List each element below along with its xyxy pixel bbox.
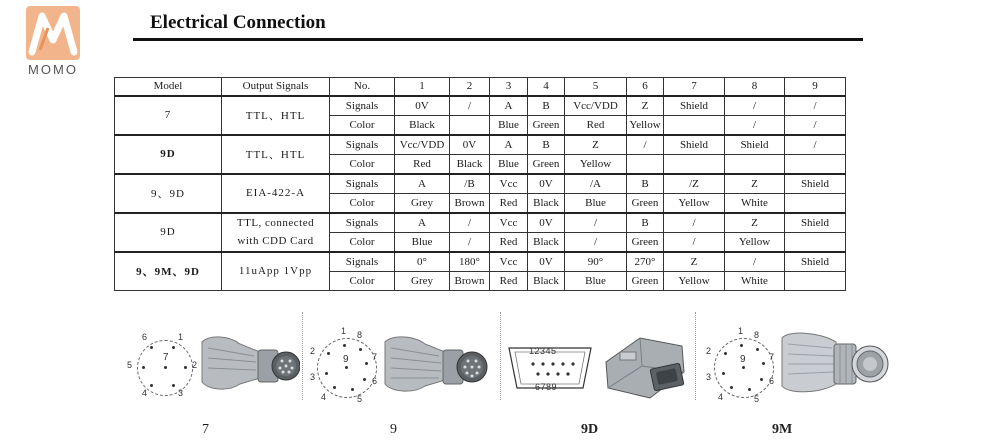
signal-cell: /B	[450, 174, 490, 194]
header-cell: 8	[725, 78, 785, 96]
header-cell: 6	[627, 78, 664, 96]
color-cell: Brown	[450, 193, 490, 213]
model-cell: 9、9M、9D	[115, 252, 222, 291]
header-cell: Output Signals	[222, 78, 330, 96]
pin-label: 3	[310, 372, 316, 382]
table-row	[115, 213, 846, 233]
d-sub-top-row-label: 12345	[529, 346, 557, 356]
metal-plug-connector-icon	[780, 326, 890, 402]
color-cell: Yellow	[725, 232, 785, 252]
color-cell	[627, 154, 664, 174]
header-cell: 9	[785, 78, 846, 96]
d-sub-connector-icon	[600, 332, 695, 404]
color-cell: /	[725, 115, 785, 135]
pin-dot	[345, 366, 348, 369]
pin-label: 7	[163, 352, 169, 363]
pin-dot	[142, 366, 145, 369]
pin-label: 6	[769, 376, 775, 386]
signal-cell: Vcc	[490, 252, 528, 272]
pin-label: 1	[738, 326, 744, 336]
pin-label: 4	[718, 392, 724, 402]
pin-dot	[351, 388, 354, 391]
color-cell	[664, 115, 725, 135]
signal-cell: /	[725, 96, 785, 116]
table-row	[115, 252, 846, 272]
signal-cell: /	[785, 96, 846, 116]
pin-dot	[742, 366, 745, 369]
signal-cell: 0°	[395, 252, 450, 272]
table-header-row	[115, 78, 846, 96]
pin-label: 5	[357, 394, 363, 404]
row-label: Signals	[330, 135, 395, 155]
row-label: Color	[330, 193, 395, 213]
connector-diagram-9	[305, 302, 495, 444]
pin-dot	[724, 352, 727, 355]
pin-dot	[150, 346, 153, 349]
pin-label: 3	[178, 388, 184, 398]
signal-cell: 0V	[450, 135, 490, 155]
signal-cell: /	[664, 213, 725, 233]
signal-cell: /A	[565, 174, 627, 194]
signal-cell: /	[627, 135, 664, 155]
color-cell: Grey	[395, 193, 450, 213]
signal-cell: Z	[725, 213, 785, 233]
color-cell: Green	[627, 232, 664, 252]
color-cell: Green	[528, 115, 565, 135]
signal-cell: B	[528, 96, 565, 116]
signal-cell: 0V	[395, 96, 450, 116]
connector-label: 9	[390, 422, 397, 437]
heading-rule	[133, 38, 863, 41]
table-row	[115, 96, 846, 116]
color-cell: Blue	[490, 115, 528, 135]
momo-logo-icon	[26, 6, 80, 60]
model-cell: 7	[115, 96, 222, 135]
model-cell: 9、9D	[115, 174, 222, 213]
pin-label: 5	[754, 394, 760, 404]
signal-cell: /	[785, 135, 846, 155]
signal-cell: Vcc/VDD	[565, 96, 627, 116]
color-cell: Brown	[450, 271, 490, 291]
row-label: Color	[330, 271, 395, 291]
color-cell: /	[785, 115, 846, 135]
color-cell: Red	[490, 232, 528, 252]
row-label: Signals	[330, 96, 395, 116]
header-cell: 2	[450, 78, 490, 96]
signal-cell: Z	[565, 135, 627, 155]
pin-dot	[748, 388, 751, 391]
color-cell: Black	[450, 154, 490, 174]
color-cell: /	[450, 232, 490, 252]
color-cell: Green	[528, 154, 565, 174]
pin-dot	[740, 344, 743, 347]
color-cell	[664, 154, 725, 174]
signal-cell: Shield	[664, 96, 725, 116]
signal-cell: Z	[664, 252, 725, 272]
header-cell: 3	[490, 78, 528, 96]
signal-cell: Shield	[785, 174, 846, 194]
color-cell: Grey	[395, 271, 450, 291]
color-cell: Green	[627, 193, 664, 213]
color-cell: White	[725, 193, 785, 213]
pin-label: 4	[321, 392, 327, 402]
pin-label: 5	[127, 360, 133, 370]
pin-dot	[722, 372, 725, 375]
signal-cell: A	[395, 174, 450, 194]
pin-label: 9	[343, 354, 349, 365]
row-label: Color	[330, 154, 395, 174]
row-label: Signals	[330, 213, 395, 233]
color-cell	[785, 193, 846, 213]
row-label: Color	[330, 232, 395, 252]
output-line: with CDD Card	[237, 235, 314, 247]
d-sub-bottom-row-label: 6789	[535, 382, 558, 392]
signal-cell: Vcc/VDD	[395, 135, 450, 155]
pin-label: 2	[310, 346, 316, 356]
signal-cell: Shield	[785, 252, 846, 272]
color-cell: /	[664, 232, 725, 252]
pin-dot	[762, 362, 765, 365]
signal-cell: 90°	[565, 252, 627, 272]
header-cell: 1	[395, 78, 450, 96]
signal-cell: Shield	[785, 213, 846, 233]
pin-label: 7	[372, 352, 378, 362]
color-cell: /	[565, 232, 627, 252]
color-cell	[785, 271, 846, 291]
signal-cell: A	[490, 96, 528, 116]
row-label: Signals	[330, 252, 395, 272]
color-cell: Red	[490, 193, 528, 213]
logo-text: MOMO	[28, 62, 78, 77]
signal-cell: B	[627, 213, 664, 233]
pin-dot	[325, 372, 328, 375]
connector-diagram-9d	[505, 302, 695, 444]
pin-dot	[164, 366, 167, 369]
pin-label: 9	[740, 354, 746, 365]
signal-cell: /Z	[664, 174, 725, 194]
round-plug-connector-icon	[200, 328, 300, 398]
pin-label: 2	[192, 360, 198, 370]
signal-cell: A	[490, 135, 528, 155]
pin-dot	[150, 384, 153, 387]
electrical-connection-table	[114, 77, 846, 291]
header-cell: Model	[115, 78, 222, 96]
color-cell: Black	[528, 271, 565, 291]
signal-cell: Shield	[725, 135, 785, 155]
signal-cell: /	[725, 252, 785, 272]
pin-dot	[359, 348, 362, 351]
color-cell: Blue	[565, 271, 627, 291]
signal-cell: /	[565, 213, 627, 233]
color-cell: Red	[565, 115, 627, 135]
signal-cell: 270°	[627, 252, 664, 272]
pin-label: 6	[142, 332, 148, 342]
color-cell: White	[725, 271, 785, 291]
panel-divider	[302, 312, 303, 400]
row-label: Color	[330, 115, 395, 135]
pin-label: 8	[754, 330, 760, 340]
signal-cell: 180°	[450, 252, 490, 272]
color-cell	[450, 115, 490, 135]
signal-cell: A	[395, 213, 450, 233]
brand-logo	[18, 6, 88, 82]
connector-label: 9M	[772, 422, 793, 437]
pin-dot	[333, 386, 336, 389]
pin-label: 7	[769, 352, 775, 362]
signal-cell: B	[627, 174, 664, 194]
output-signals-cell	[222, 213, 330, 252]
pin-label: 1	[178, 332, 184, 342]
color-cell: Blue	[395, 232, 450, 252]
signal-cell: Z	[725, 174, 785, 194]
connector-diagram-9m	[700, 302, 900, 444]
color-cell: Black	[528, 232, 565, 252]
pin-dot	[756, 348, 759, 351]
output-signals-cell: TTL、HTL	[222, 96, 330, 135]
output-signals-cell: TTL、HTL	[222, 135, 330, 174]
pin-label: 8	[357, 330, 363, 340]
connector-label: 7	[202, 422, 209, 437]
color-cell	[725, 154, 785, 174]
color-cell: Red	[395, 154, 450, 174]
pin-label: 4	[142, 388, 148, 398]
model-cell: 9D	[115, 135, 222, 174]
color-cell	[785, 154, 846, 174]
panel-divider	[500, 312, 501, 400]
pin-dot	[365, 362, 368, 365]
signal-cell: Shield	[664, 135, 725, 155]
color-cell: Yellow	[664, 193, 725, 213]
round-plug-connector-icon	[383, 328, 488, 400]
pin-dot	[343, 344, 346, 347]
table-row	[115, 174, 846, 194]
signal-cell: Vcc	[490, 213, 528, 233]
color-cell: Yellow	[664, 271, 725, 291]
color-cell: Black	[395, 115, 450, 135]
signal-cell: Z	[627, 96, 664, 116]
pin-dot	[327, 352, 330, 355]
pin-label: 1	[341, 326, 347, 336]
signal-cell: 0V	[528, 213, 565, 233]
header-cell: 5	[565, 78, 627, 96]
row-label: Signals	[330, 174, 395, 194]
table-row	[115, 135, 846, 155]
output-signals-cell: EIA-422-A	[222, 174, 330, 213]
color-cell: Green	[627, 271, 664, 291]
header-cell: 4	[528, 78, 565, 96]
signal-cell: Vcc	[490, 174, 528, 194]
color-cell: Yellow	[565, 154, 627, 174]
signal-cell: 0V	[528, 252, 565, 272]
color-cell: Red	[490, 271, 528, 291]
color-cell	[785, 232, 846, 252]
section-title: Electrical Connection	[150, 12, 326, 33]
color-cell: Black	[528, 193, 565, 213]
output-signals-cell: 11uApp 1Vpp	[222, 252, 330, 291]
header-cell: 7	[664, 78, 725, 96]
signal-cell: /	[450, 213, 490, 233]
panel-divider	[695, 312, 696, 400]
signal-cell: 0V	[528, 174, 565, 194]
pin-dot	[760, 378, 763, 381]
connector-label: 9D	[581, 422, 599, 437]
model-cell: 9D	[115, 213, 222, 252]
pin-label: 3	[706, 372, 712, 382]
pin-dot	[363, 378, 366, 381]
color-cell: Blue	[565, 193, 627, 213]
pin-label: 6	[372, 376, 378, 386]
signal-cell: /	[450, 96, 490, 116]
signal-cell: B	[528, 135, 565, 155]
pin-dot	[730, 386, 733, 389]
header-cell: No.	[330, 78, 395, 96]
output-line: TTL, connected	[236, 217, 315, 229]
pin-dot	[172, 384, 175, 387]
connector-diagram-7	[120, 302, 300, 444]
pin-dot	[172, 346, 175, 349]
color-cell: Yellow	[627, 115, 664, 135]
pin-label: 2	[706, 346, 712, 356]
color-cell: Blue	[490, 154, 528, 174]
pin-dot	[184, 366, 187, 369]
